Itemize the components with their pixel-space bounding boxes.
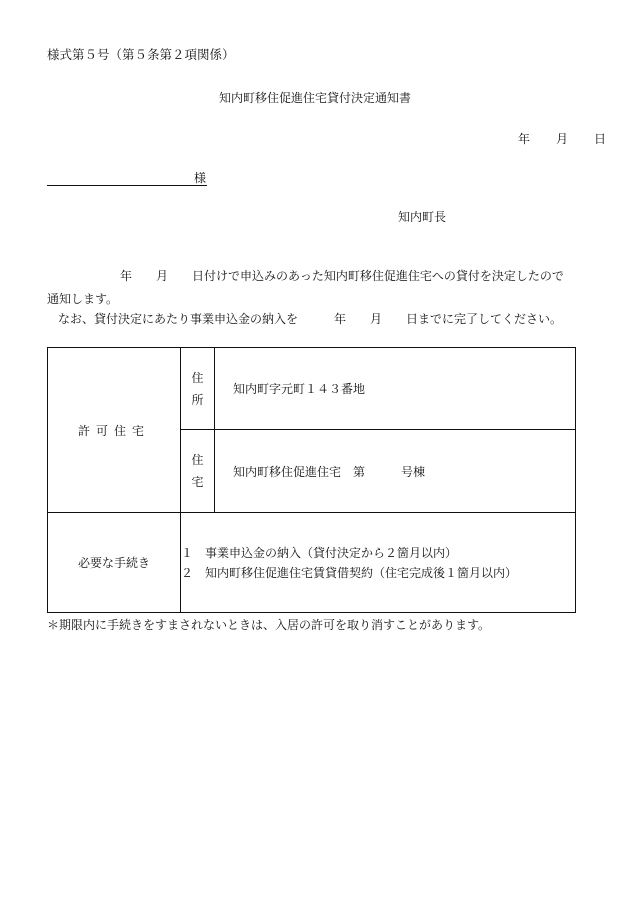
procedures-list bbox=[181, 513, 576, 613]
date-day: 日 bbox=[593, 132, 606, 146]
procedure-item: １ 事業申込金の納入（貸付決定から２箇月以内） bbox=[181, 545, 458, 560]
form-number: 様式第５号（第５条第２項関係） bbox=[47, 47, 235, 62]
permit-table bbox=[47, 347, 576, 613]
address-label bbox=[181, 348, 215, 430]
issuer: 知内町長 bbox=[398, 210, 447, 224]
footnote: ＊期限内に手続きをすまされないときは、入居の許可を取り消すことがあります。 bbox=[47, 618, 491, 632]
date-month: 月 bbox=[555, 132, 568, 146]
procedure-item: ２ 知内町移住促進住宅賃貸借契約（住宅完成後１箇月以内） bbox=[181, 565, 518, 580]
body-line-2: 通知します。 bbox=[47, 292, 119, 306]
document-title: 知内町移住促進住宅貸付決定通知書 bbox=[218, 91, 411, 105]
permit-label: 許可住宅 bbox=[48, 348, 181, 513]
table-row bbox=[48, 513, 576, 613]
date-year: 年 bbox=[517, 132, 530, 146]
issue-date bbox=[518, 133, 606, 145]
house-value: 知内町移住促進住宅 第 号棟 bbox=[215, 430, 576, 513]
house-label-text: 住宅 bbox=[191, 453, 204, 489]
address-label-text: 住所 bbox=[191, 370, 204, 407]
addressee-suffix: 様 bbox=[194, 171, 207, 185]
address-value: 知内町字元町１４３番地 bbox=[215, 348, 576, 430]
addressee-underline bbox=[47, 185, 207, 186]
body-line-3: なお、貸付決定にあたり事業申込金の納入を 年 月 日までに完了してください。 bbox=[58, 312, 563, 326]
body-line-1: 年 月 日付けで申込みのあった知内町移住促進住宅への貸付を決定したので bbox=[120, 269, 564, 283]
procedures-label: 必要な手続き bbox=[48, 513, 181, 613]
house-label bbox=[181, 430, 215, 513]
table-row bbox=[48, 348, 576, 430]
